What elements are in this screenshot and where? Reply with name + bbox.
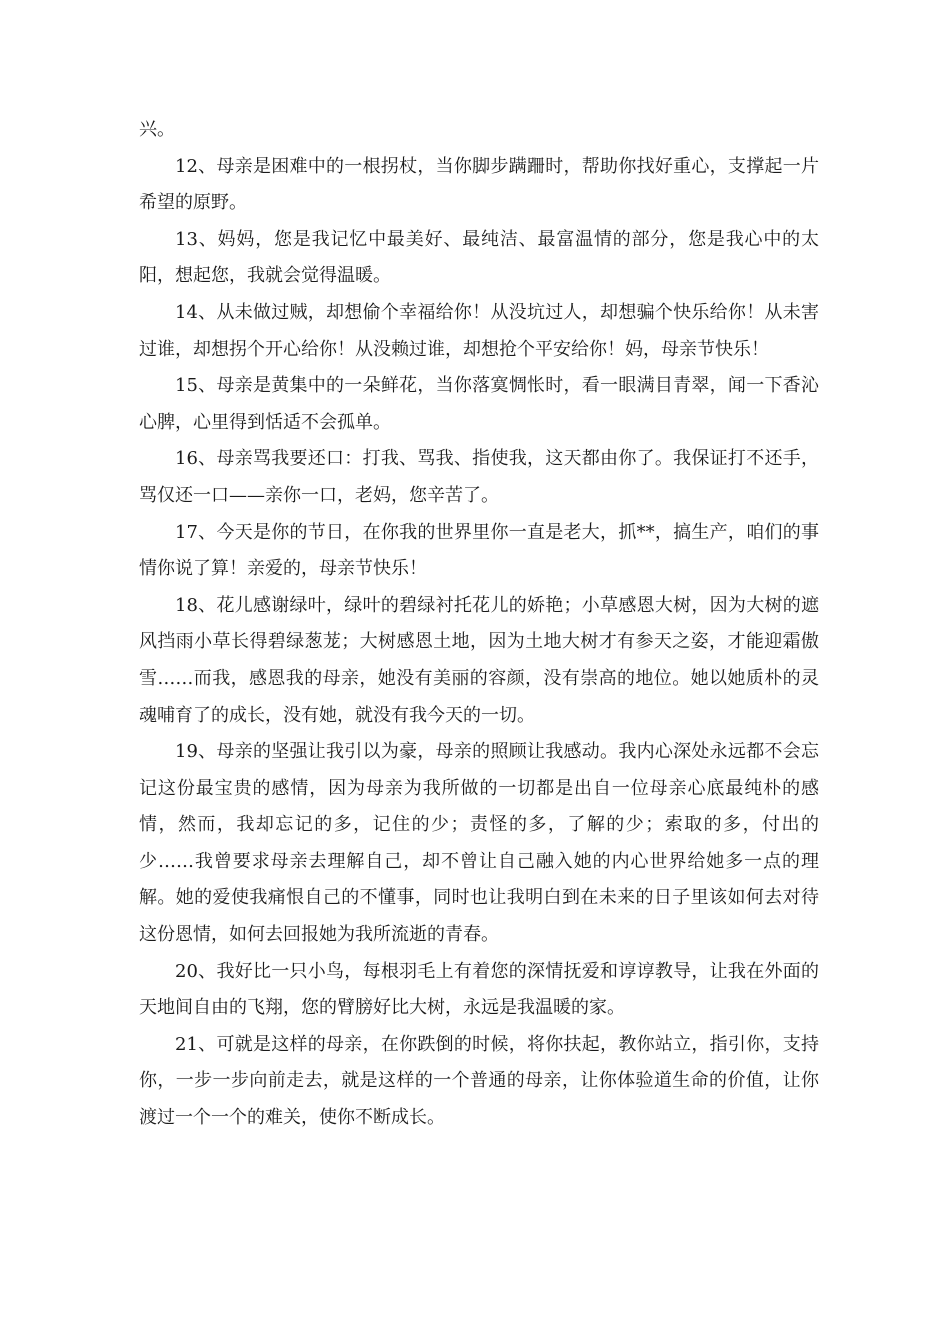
paragraph-12: 12、母亲是困难中的一根拐杖，当你脚步蹒跚时，帮助你找好重心，支撑起一片希望的原野。: [139, 155, 819, 214]
document-body: [139, 112, 819, 1137]
paragraph-20: 20、我好比一只小鸟，每根羽毛上有着您的深情抚爱和谆谆教导，让我在外面的天地间自由的飞翔，您的臂膀好比大树，永远是我温暖的家。: [139, 960, 819, 1019]
paragraph-18: 18、花儿感谢绿叶，绿叶的碧绿衬托花儿的娇艳；小草感恩大树，因为大树的遮风挡雨小草长得碧绿葱茏；大树感恩土地，因为土地大树才有参天之姿，才能迎霜傲雪……而我，感恩我的母亲，她没有美丽的容颜，没有崇高的地位。她以她质朴的灵魂哺育了的成长，没有她，就没有我今天的一切。: [139, 594, 819, 726]
paragraph-19: 19、母亲的坚强让我引以为豪，母亲的照顾让我感动。我内心深处永远都不会忘记这份最宝贵的感情，因为母亲为我所做的一切都是出自一位母亲心底最纯朴的感情，然而，我却忘记的多，记住的少；责怪的多，了解的少；索取的多，付出的少……我曾要求母亲去理解自己，却不曾让自己融入她的内心世界给她多一点的理解。她的爱使我痛恨自己的不懂事，同时也让我明白到在未来的日子里该如何去对待这份恩情，如何去回报她为我所流逝的青春。: [139, 741, 819, 946]
paragraph-17: 17、今天是你的节日，在你我的世界里你一直是老大，抓**，搞生产，咱们的事情你说了算！亲爱的，母亲节快乐！: [139, 521, 819, 580]
paragraph-13: 13、妈妈，您是我记忆中最美好、最纯洁、最富温情的部分，您是我心中的太阳，想起您，我就会觉得温暖。: [139, 228, 819, 287]
paragraph-14: 14、从未做过贼，却想偷个幸福给你！从没坑过人，却想骗个快乐给你！从未害过谁，却想拐个开心给你！从没赖过谁，却想抢个平安给你！妈，母亲节快乐！: [139, 301, 819, 360]
paragraph-16: 16、母亲骂我要还口：打我、骂我、指使我，这天都由你了。我保证打不还手，骂仅还一口——亲你一口，老妈，您辛苦了。: [139, 448, 819, 506]
paragraph-21: 21、可就是这样的母亲，在你跌倒的时候，将你扶起，教你站立，指引你，支持你，一步一步向前走去，就是这样的一个普通的母亲，让你体验道生命的价值，让你渡过一个一个的难关，使你不断成长。: [139, 1033, 819, 1129]
paragraph-15: 15、母亲是黄集中的一朵鲜花，当你落寞惆怅时，看一眼满目青翠，闻一下香沁心脾，心里得到恬适不会孤单。: [139, 375, 819, 433]
paragraph-continuation: 兴。: [139, 119, 175, 140]
